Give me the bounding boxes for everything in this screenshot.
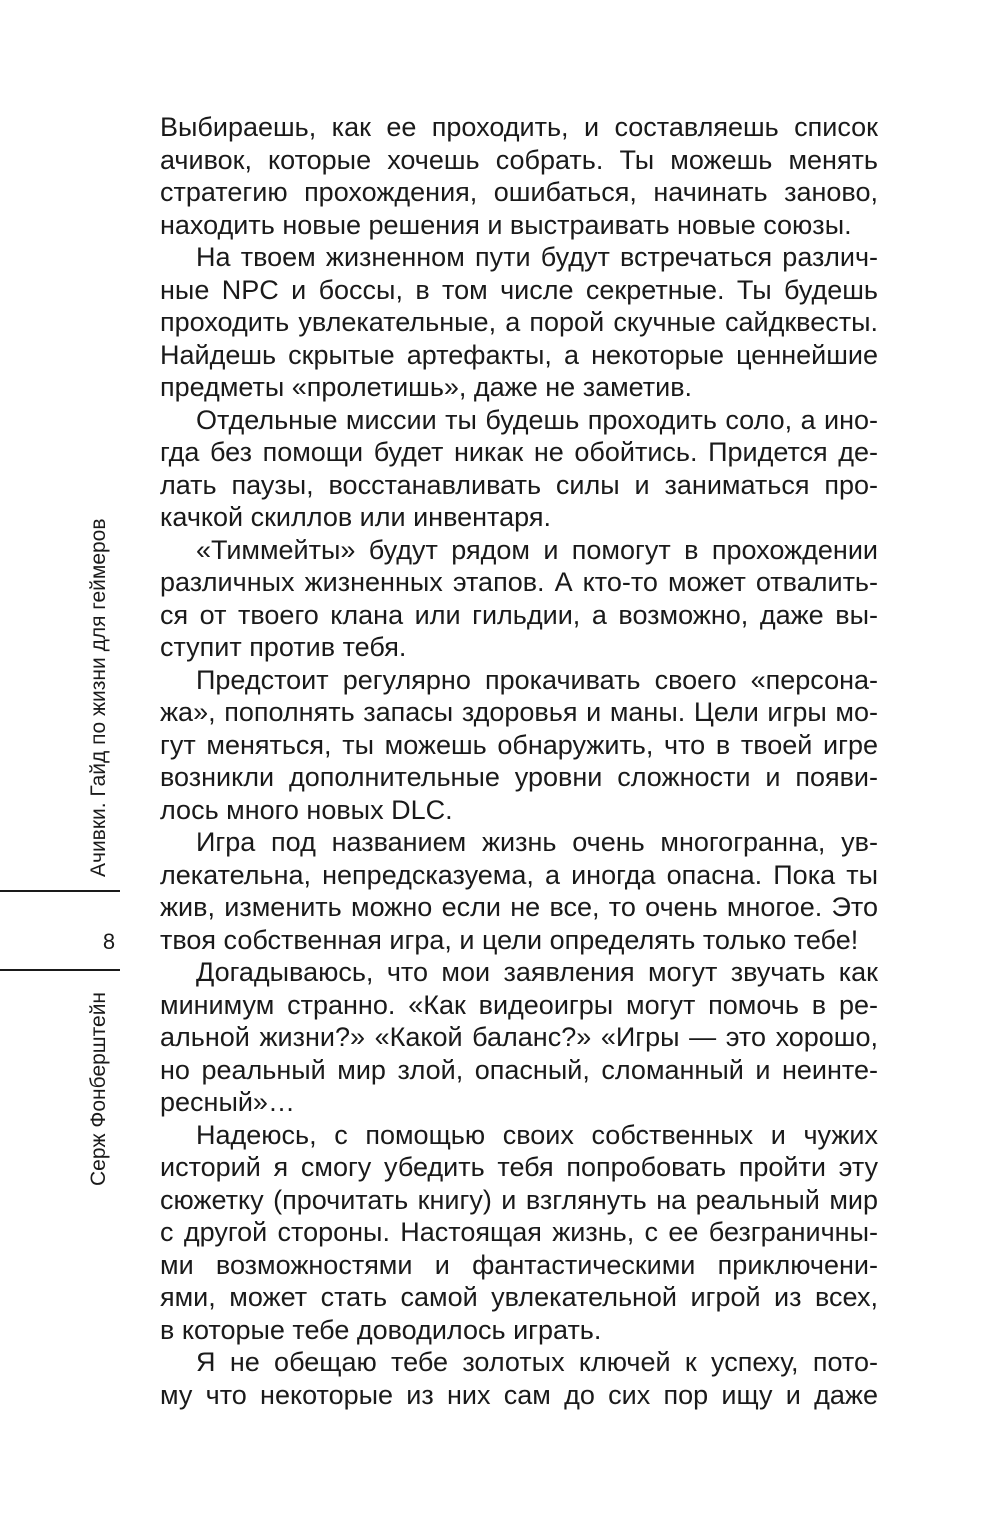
- text-line: минимум странно. «Как видеоигры могут помочь в ре-: [160, 989, 878, 1020]
- running-head-author: Серж Фонберштейн: [87, 991, 110, 1186]
- text-line: Выбираешь, как ее проходить, и составляешь список: [160, 112, 878, 142]
- text-line: альной жизни?» «Какой баланс?» «Игры — это хорошо,: [160, 1022, 878, 1052]
- text-line: возникли дополнительные уровни сложности и появи-: [160, 762, 878, 792]
- margin-rule-bottom: [0, 969, 120, 971]
- text-line: ся от твоего клана или гильдии, а возможно, даже вы-: [160, 599, 878, 630]
- text-line: лекательна, непредсказуема, а иногда опасна. Пока ты: [160, 859, 878, 890]
- text-line: лось много новых DLC.: [160, 794, 453, 825]
- body-text: [160, 111, 878, 1411]
- text-line: Предстоит регулярно прокачивать своего «персона-: [196, 664, 878, 695]
- text-line: ступит против тебя.: [160, 632, 407, 662]
- text-line: ми возможностями и фантастическими приключени-: [160, 1249, 878, 1280]
- text-line: «Тиммейты» будут рядом и помогут в прохождении: [196, 534, 878, 565]
- text-line: гут меняться, ты можешь обнаружить, что в твоей игре: [160, 729, 878, 760]
- text-line: историй я смогу убедить тебя попробовать пройти эту: [160, 1152, 878, 1182]
- text-line: ачивок, которые хочешь собрать. Ты можешь менять: [160, 144, 878, 175]
- text-line: в которые тебе доводилось играть.: [160, 1314, 602, 1345]
- text-line: ями, может стать самой увлекательной игрой из всех,: [160, 1282, 878, 1312]
- text-line: ресный»…: [160, 1087, 295, 1117]
- text-line: но реальный мир злой, опасный, сломанный и неинте-: [160, 1054, 878, 1085]
- text-line: лать паузы, восстанавливать силы и заниматься про-: [160, 469, 878, 500]
- text-line: различных жизненных этапов. А кто-то может отвалить-: [160, 567, 878, 597]
- text-line: ные NPC и боссы, в том числе секретные. Ты будешь: [160, 274, 878, 305]
- text-line: му что некоторые из них сам до сих пор ищу и даже: [160, 1379, 878, 1410]
- text-line: Игра под названием жизнь очень многогранна, ув-: [196, 827, 878, 857]
- text-line: жа», пополнять запасы здоровья и маны. Цели игры мо-: [160, 697, 878, 727]
- text-line: предметы «пролетишь», даже не заметив.: [160, 372, 693, 402]
- text-line: стратегию прохождения, ошибаться, начинать заново,: [160, 177, 878, 207]
- text-line: находить новые решения и выстраивать новые союзы.: [160, 209, 852, 240]
- text-line: Надеюсь, с помощью своих собственных и чужих: [196, 1119, 878, 1150]
- text-line: гда без помощи будет никак не обойтись. Придется де-: [160, 437, 878, 467]
- text-line: Догадываюсь, что мои заявления могут звучать как: [196, 957, 878, 987]
- text-line: На твоем жизненном пути будут встречаться различ-: [196, 242, 878, 272]
- text-line: Я не обещаю тебе золотых ключей к успеху, пото-: [196, 1347, 878, 1377]
- running-head-book-title: Ачивки. Гайд по жизни для геймеров: [87, 518, 110, 877]
- page-number: 8: [102, 929, 116, 954]
- text-line: качкой скиллов или инвентаря.: [160, 502, 551, 532]
- text-line: сюжетку (прочитать книгу) и взглянуть на реальный мир: [160, 1184, 878, 1215]
- text-line: Отдельные миссии ты будешь проходить соло, а ино-: [196, 404, 878, 435]
- text-line: жив, изменить можно если не все, то очень многое. Это: [160, 892, 878, 922]
- text-line: твоя собственная игра, и цели определять только тебе!: [160, 924, 859, 955]
- text-line: Найдешь скрытые артефакты, а некоторые ценнейшие: [160, 339, 878, 370]
- text-line: с другой стороны. Настоящая жизнь, с ее безграничны-: [160, 1217, 878, 1247]
- margin-rule-top: [0, 890, 120, 892]
- text-line: проходить увлекательные, а порой скучные сайдквесты.: [160, 307, 878, 337]
